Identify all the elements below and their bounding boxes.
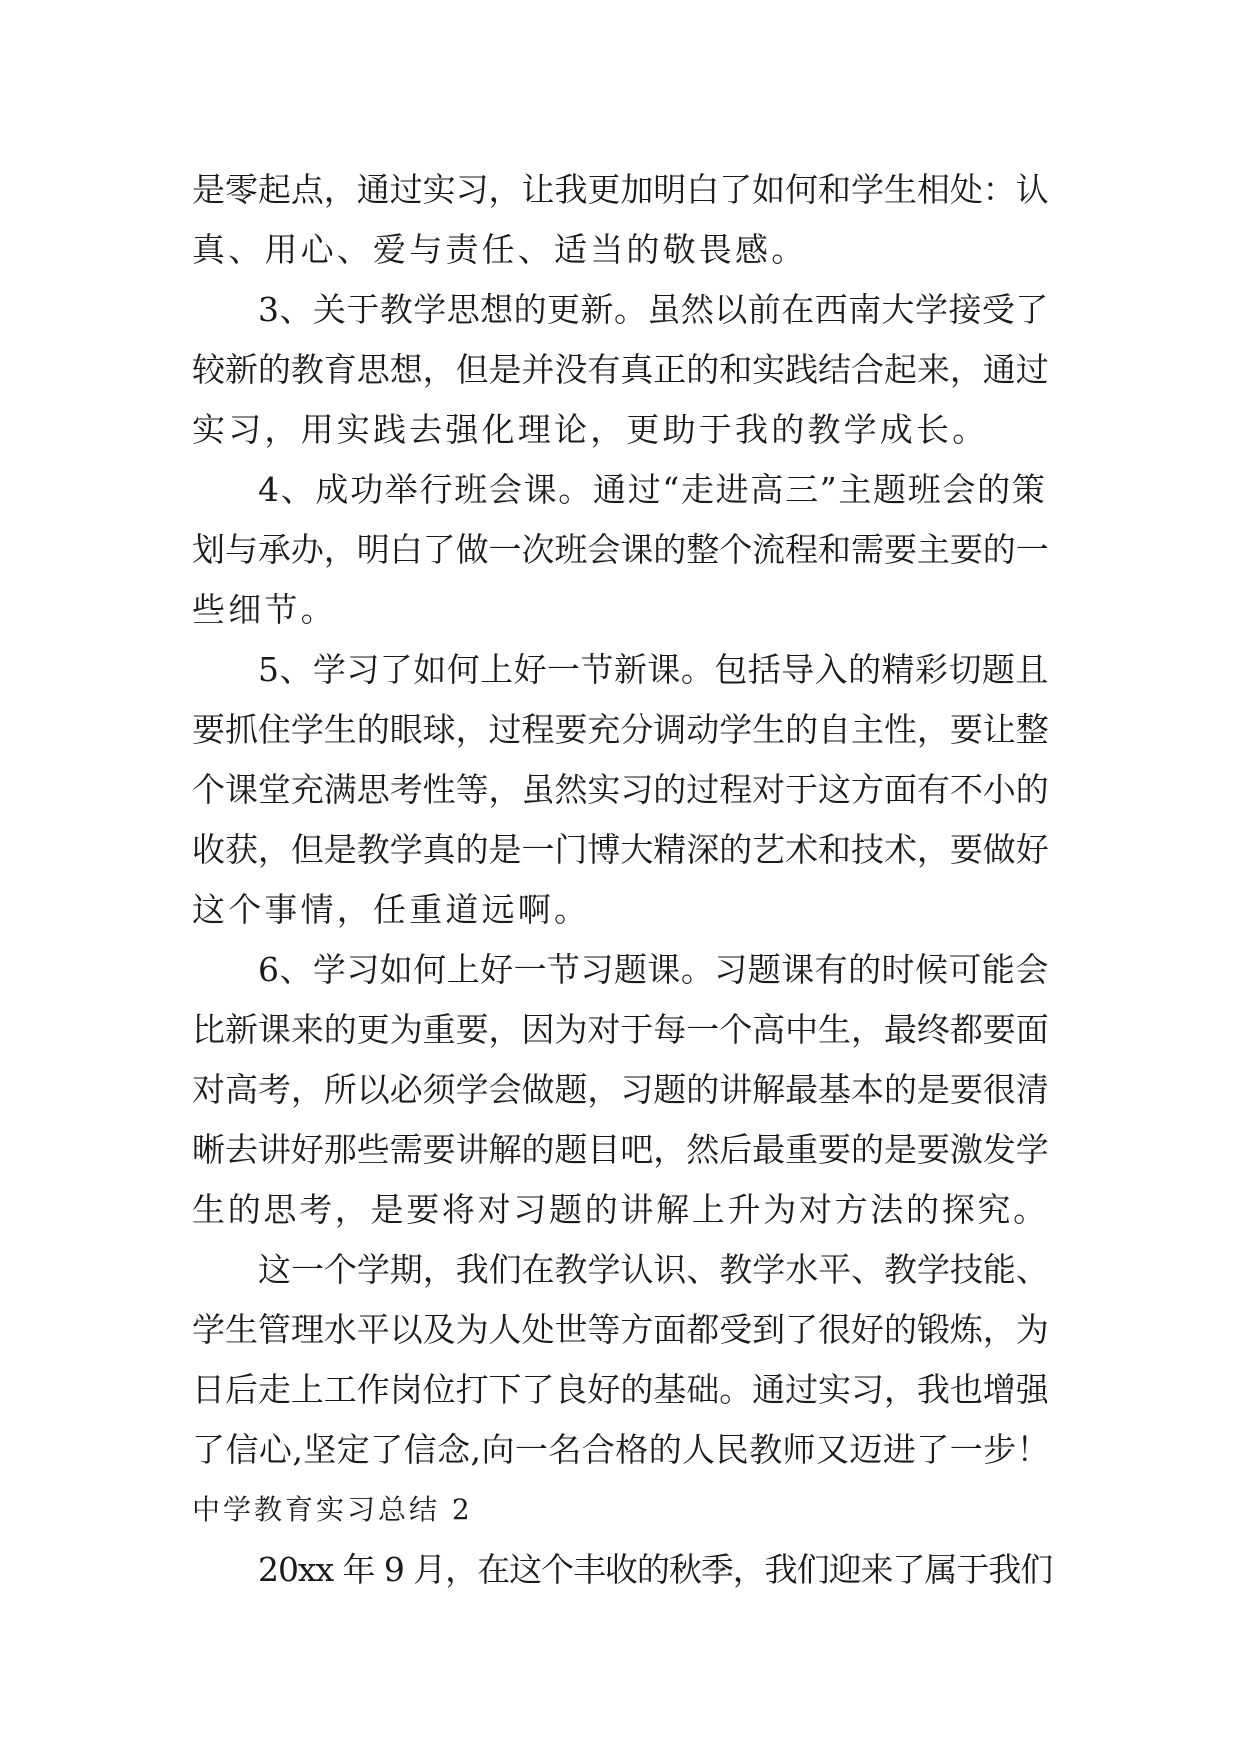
section-heading: 中学教育实习总结 2 [192,1493,473,1526]
paragraph-line: 划与承办，明白了做一次班会课的整个流程和需要主要的一 [192,530,1049,569]
paragraph-line: 6、学习如何上好一节习题课。习题课有的时候可能会 [258,950,1049,989]
document-body [192,160,1052,1600]
paragraph-line: 对高考，所以必须学会做题，习题的讲解最基本的是要很清 [192,1070,1049,1109]
paragraph-line: 3、关于教学思想的更新。虽然以前在西南大学接受了 [258,290,1049,329]
paragraph-line: 要抓住学生的眼球，过程要充分调动学生的自主性，要让整 [192,710,1049,749]
paragraph-line: 了信心,坚定了信念,向一名合格的人民教师又迈进了一步！ [192,1430,1051,1469]
paragraph-line: 晰去讲好那些需要讲解的题目吧，然后最重要的是要激发学 [192,1130,1049,1169]
paragraph-line: 生的思考，是要将对习题的讲解上升为对方法的探究。 [192,1190,1049,1229]
paragraph-line: 是零起点，通过实习，让我更加明白了如何和学生相处：认 [192,170,1049,209]
paragraph-line: 4、成功举行班会课。通过“走进高三”主题班会的策 [258,470,1047,509]
paragraph-line: 实习，用实践去强化理论，更助于我的教学成长。 [192,410,989,449]
paragraph-line: 收获，但是教学真的是一门博大精深的艺术和技术，要做好 [192,830,1049,869]
paragraph-line: 这一个学期，我们在教学认识、教学水平、教学技能、 [258,1250,1049,1289]
paragraph-line: 学生管理水平以及为人处世等方面都受到了很好的锻炼，为 [192,1310,1049,1349]
paragraph-line: 个课堂充满思考性等，虽然实习的过程对于这方面有不小的 [192,770,1049,809]
paragraph-line: 5、学习了如何上好一节新课。包括导入的精彩切题且 [258,650,1049,689]
paragraph-line: 较新的教育思想，但是并没有真正的和实践结合起来，通过 [192,350,1049,389]
paragraph-line: 日后走上工作岗位打下了良好的基础。通过实习，我也增强 [192,1370,1049,1409]
paragraph-line: 比新课来的更为重要，因为对于每一个高中生，最终都要面 [192,1010,1049,1049]
paragraph-line: 这个事情，任重道远啊。 [192,890,591,929]
paragraph-line: 真、用心、爱与责任、适当的敬畏感。 [192,230,808,269]
paragraph-line: 些细节。 [192,590,337,629]
paragraph-line: 20xx 年 9 月，在这个丰收的秋季，我们迎来了属于我们 [258,1550,1053,1589]
